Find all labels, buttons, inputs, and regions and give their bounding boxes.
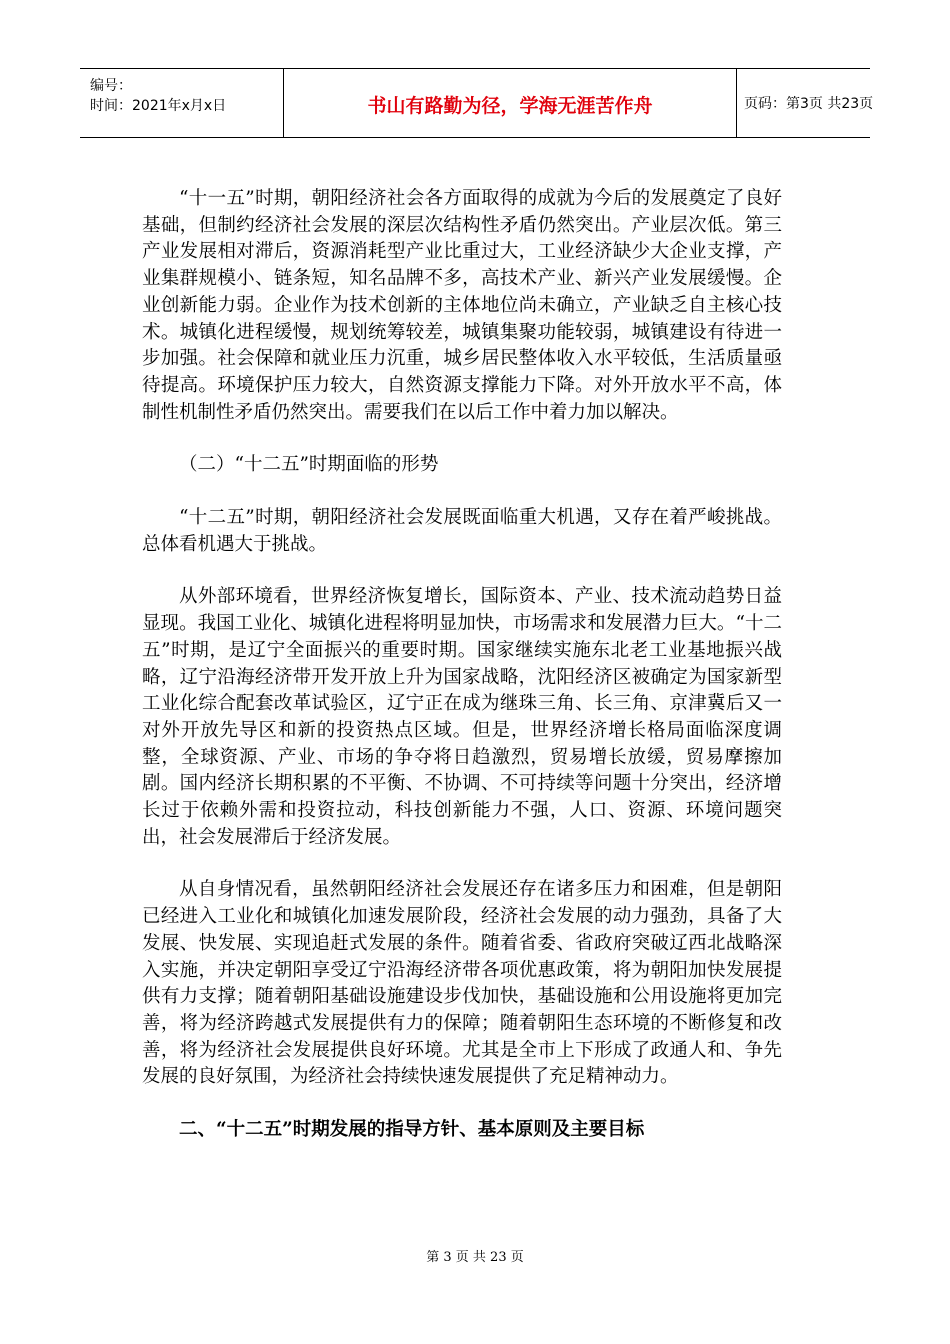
paragraph-2: “十二五”时期，朝阳经济社会发展既面临重大机遇，又存在着严峻挑战。总体看机遇大于挑战。	[142, 507, 782, 555]
document-body	[142, 186, 782, 1144]
header-meta	[80, 69, 283, 137]
header-page-info: 页码：第3页 共23页	[744, 96, 874, 112]
paragraph-1: “十一五”时期，朝阳经济社会各方面取得的成就为今后的发展奠定了良好基础，但制约经济社会发展的深层次结构性矛盾仍然突出。产业层次低。第三产业发展相对滞后，资源消耗型产业比重过大，工业经济缺少大企业支撑，产业集群规模小、链条短，知名品牌不多，高技术产业、新兴产业发展缓慢。企业创新能力弱。企业作为技术创新的主体地位尚未确立，产业缺乏自主核心技术。城镇化进程缓慢，规划统筹较差，城镇集聚功能较弱，城镇建设有待进一步加强。社会保障和就业压力沉重，城乡居民整体收入水平较低，生活质量亟待提高。环境保护压力较大，自然资源支撑能力下降。对外开放水平不高，体制性机制性矛盾仍然突出。需要我们在以后工作中着力加以解决。	[142, 188, 782, 423]
document-number-label: 编号：	[90, 78, 132, 94]
page-footer: 第 3 页 共 23 页	[426, 1250, 524, 1265]
paragraph-4: 从自身情况看，虽然朝阳经济社会发展还存在诸多压力和困难，但是朝阳已经进入工业化和城镇化加速发展阶段，经济社会发展的动力强劲，具备了大发展、快发展、实现追赶式发展的条件。随着省委、省政府突破辽西北战略深入实施，并决定朝阳享受辽宁沿海经济带各项优惠政策，将为朝阳加快发展提供有力支撑；随着朝阳基础设施建设步伐加快，基础设施和公用设施将更加完善，将为经济跨越式发展提供有力的保障；随着朝阳生态环境的不断修复和改善，将为经济社会发展提供良好环境。尤其是全市上下形成了政通人和、争先发展的良好氛围，为经济社会持续快速发展提供了充足精神动力。	[142, 879, 782, 1088]
document-date: 时间：2021年x月x日	[90, 98, 227, 114]
page-header	[80, 68, 874, 138]
section-heading: 二、“十二五”时期发展的指导方针、基本原则及主要目标	[179, 1119, 645, 1141]
header-motto-cell	[283, 69, 737, 137]
paragraph-3: 从外部环境看，世界经济恢复增长，国际资本、产业、技术流动趋势日益显现。我国工业化、城镇化进程将明显加快，市场需求和发展潜力巨大。“十二五”时期，是辽宁全面振兴的重要时期。国家继续实施东北老工业基地振兴战略，辽宁沿海经济带开发开放上升为国家战略，沈阳经济区被确定为国家新型工业化综合配套改革试验区，辽宁正在成为继珠三角、长三角、京津冀后又一对外开放先导区和新的投资热点区域。但是，世界经济增长格局面临深度调整，全球资源、产业、市场的争夺将日趋激烈，贸易增长放缓，贸易摩擦加剧。国内经济长期积累的不平衡、不协调、不可持续等问题十分突出，经济增长过于依赖外需和投资拉动，科技创新能力不强，人口、资源、环境问题突出，社会发展滞后于经济发展。	[142, 586, 782, 848]
header-motto: 书山有路勤为径，学海无涯苦作舟	[367, 95, 653, 117]
header-page-cell	[736, 69, 874, 137]
subheading: （二）“十二五”时期面临的形势	[179, 454, 439, 476]
